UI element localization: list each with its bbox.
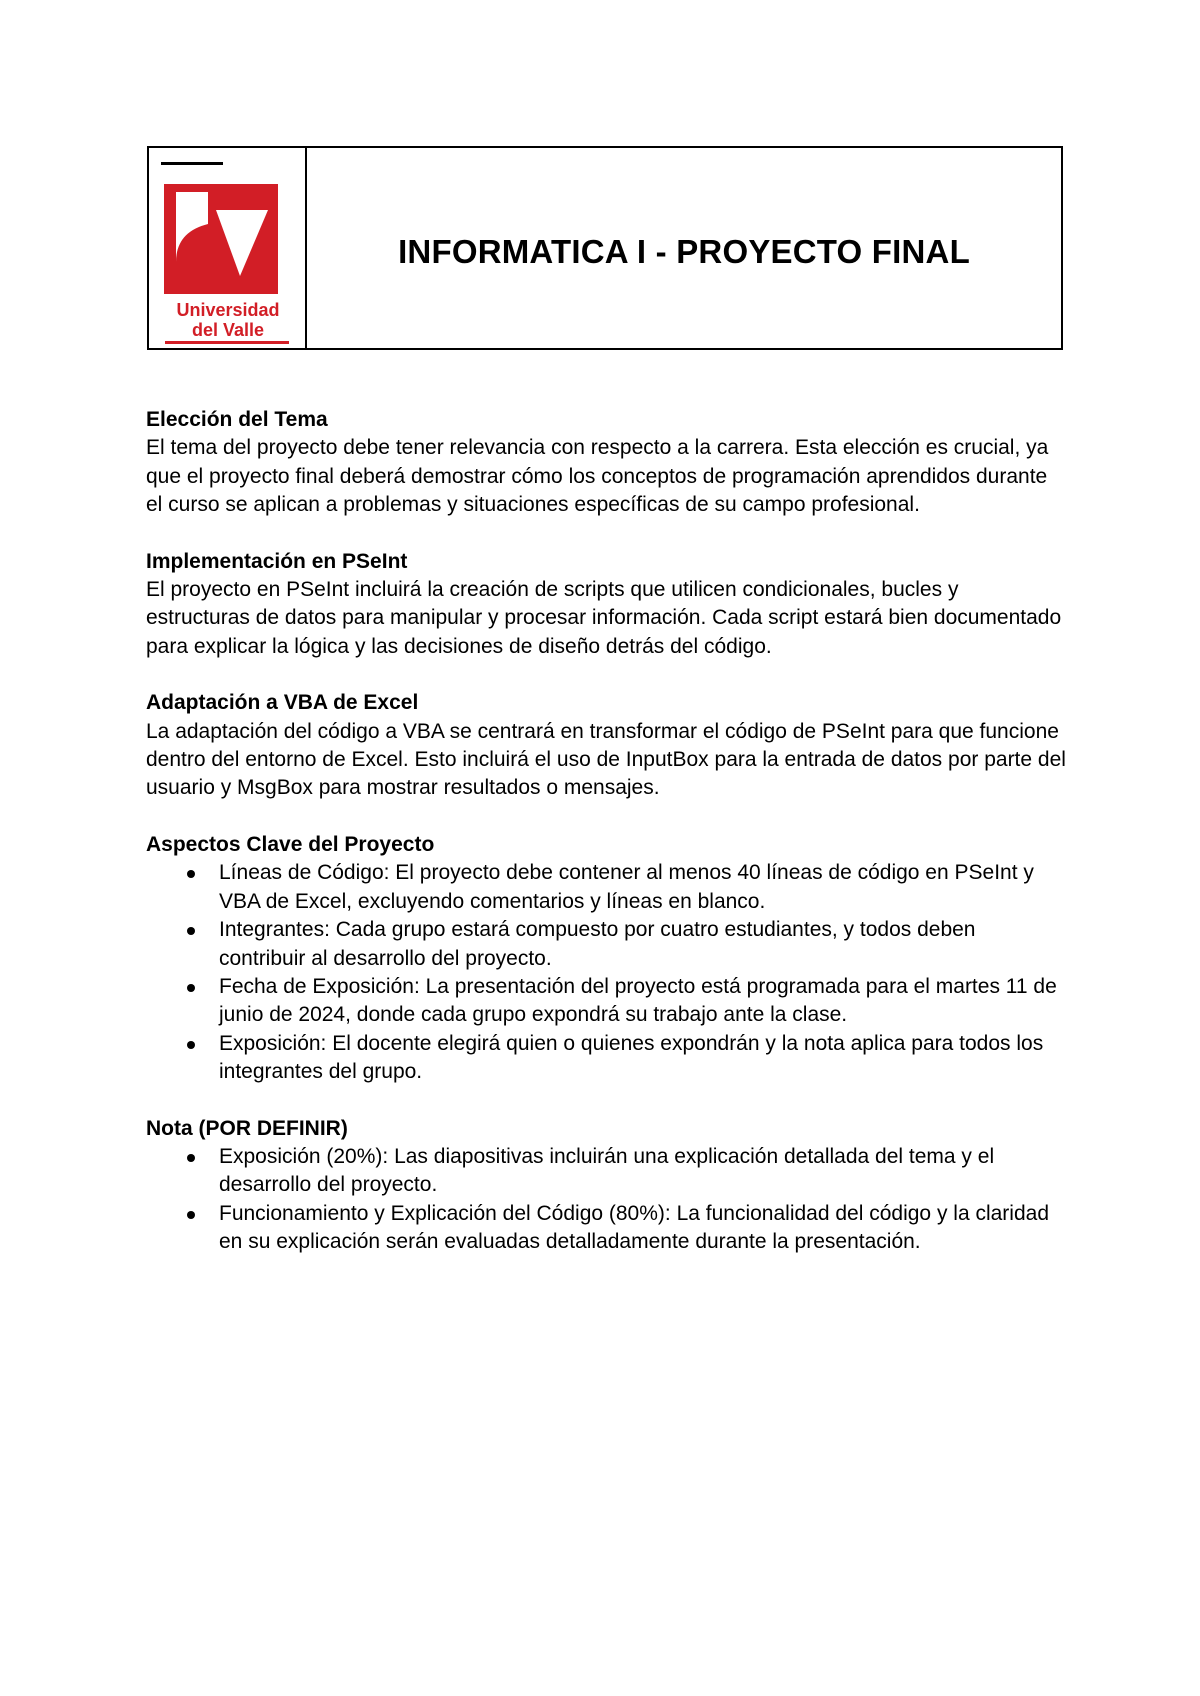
section-heading: Implementación en PSeInt	[146, 549, 408, 573]
title-cell	[307, 148, 1061, 348]
bullet-icon	[187, 1154, 195, 1162]
section-aspectos	[146, 831, 1066, 1087]
section-eleccion	[146, 406, 1066, 520]
document-body	[146, 406, 1066, 1285]
section-paragraph: La adaptación del código a VBA se centrará en transformar el código de PSeInt para que funcione dentro del entorno de Excel. Esto incluirá el uso de InputBox para la entrada de datos por parte del usuario y MsgBox para mostrar resultados o mensajes.	[146, 719, 1066, 800]
section-heading: Elección del Tema	[146, 408, 328, 431]
list-item-text: Exposición (20%): Las diapositivas incluirán una explicación detallada del tema y el desarrollo del proyecto.	[219, 1144, 995, 1197]
list-item	[146, 1030, 1066, 1087]
list-item-text: Funcionamiento y Explicación del Código (80%): La funcionalidad del código y la claridad en su explicación serán evaluadas detalladamente durante la presentación.	[219, 1201, 1049, 1254]
list-item	[146, 859, 1066, 916]
logo-underline	[165, 341, 289, 344]
university-logo-icon	[164, 184, 278, 294]
list-item	[146, 916, 1066, 973]
section-nota	[146, 1115, 1066, 1257]
list-item	[146, 1200, 1066, 1257]
bullet-list	[146, 1143, 1066, 1257]
section-adaptacion	[146, 689, 1066, 803]
bullet-icon	[187, 870, 195, 878]
bullet-list	[146, 859, 1066, 1086]
list-item-text: Líneas de Código: El proyecto debe contener al menos 40 líneas de código en PSeInt y VBA de Excel, excluyendo comentarios y líneas en blanco.	[219, 861, 1034, 913]
document-title: INFORMATICA I - PROYECTO FINAL	[398, 233, 970, 270]
section-heading: Adaptación a VBA de Excel	[146, 691, 419, 715]
bullet-icon	[187, 927, 195, 935]
logo-top-line	[161, 162, 223, 165]
bullet-icon	[187, 1041, 195, 1049]
section-paragraph: El proyecto en PSeInt incluirá la creación de scripts que utilicen condicionales, bucles y estructuras de datos para manipular y procesar información. Cada script estará bien documentado para explicar la lógica y las decisiones de diseño detrás del código.	[146, 578, 1062, 658]
bullet-icon	[187, 984, 195, 992]
list-item	[146, 973, 1066, 1030]
header-table	[147, 146, 1063, 350]
list-item-text: Integrantes: Cada grupo estará compuesto por cuatro estudiantes, y todos deben contribuir al desarrollo del proyecto.	[219, 918, 976, 970]
bullet-icon	[187, 1211, 195, 1219]
logo-name-line1: Universidad	[176, 300, 280, 320]
section-paragraph: El tema del proyecto debe tener relevancia con respecto a la carrera. Esta elección es crucial, ya que el proyecto final deberá demostrar cómo los conceptos de programación aprendidos durante el curso se aplican a problemas y situaciones específicas de su campo profesional.	[146, 436, 1049, 517]
list-item	[146, 1143, 1066, 1200]
logo-cell	[149, 148, 307, 348]
logo-name-line2: del Valle	[191, 320, 265, 340]
section-implementacion	[146, 548, 1066, 662]
list-item-text: Exposición: El docente elegirá quien o quienes expondrán y la nota aplica para todos los integrantes del grupo.	[219, 1031, 1044, 1084]
list-item-text: Fecha de Exposición: La presentación del proyecto está programada para el martes 11 de junio de 2024, donde cada grupo expondrá su trabajo ante la clase.	[219, 974, 1057, 1027]
section-heading: Nota (POR DEFINIR)	[146, 1116, 348, 1140]
section-heading: Aspectos Clave del Proyecto	[146, 832, 435, 856]
